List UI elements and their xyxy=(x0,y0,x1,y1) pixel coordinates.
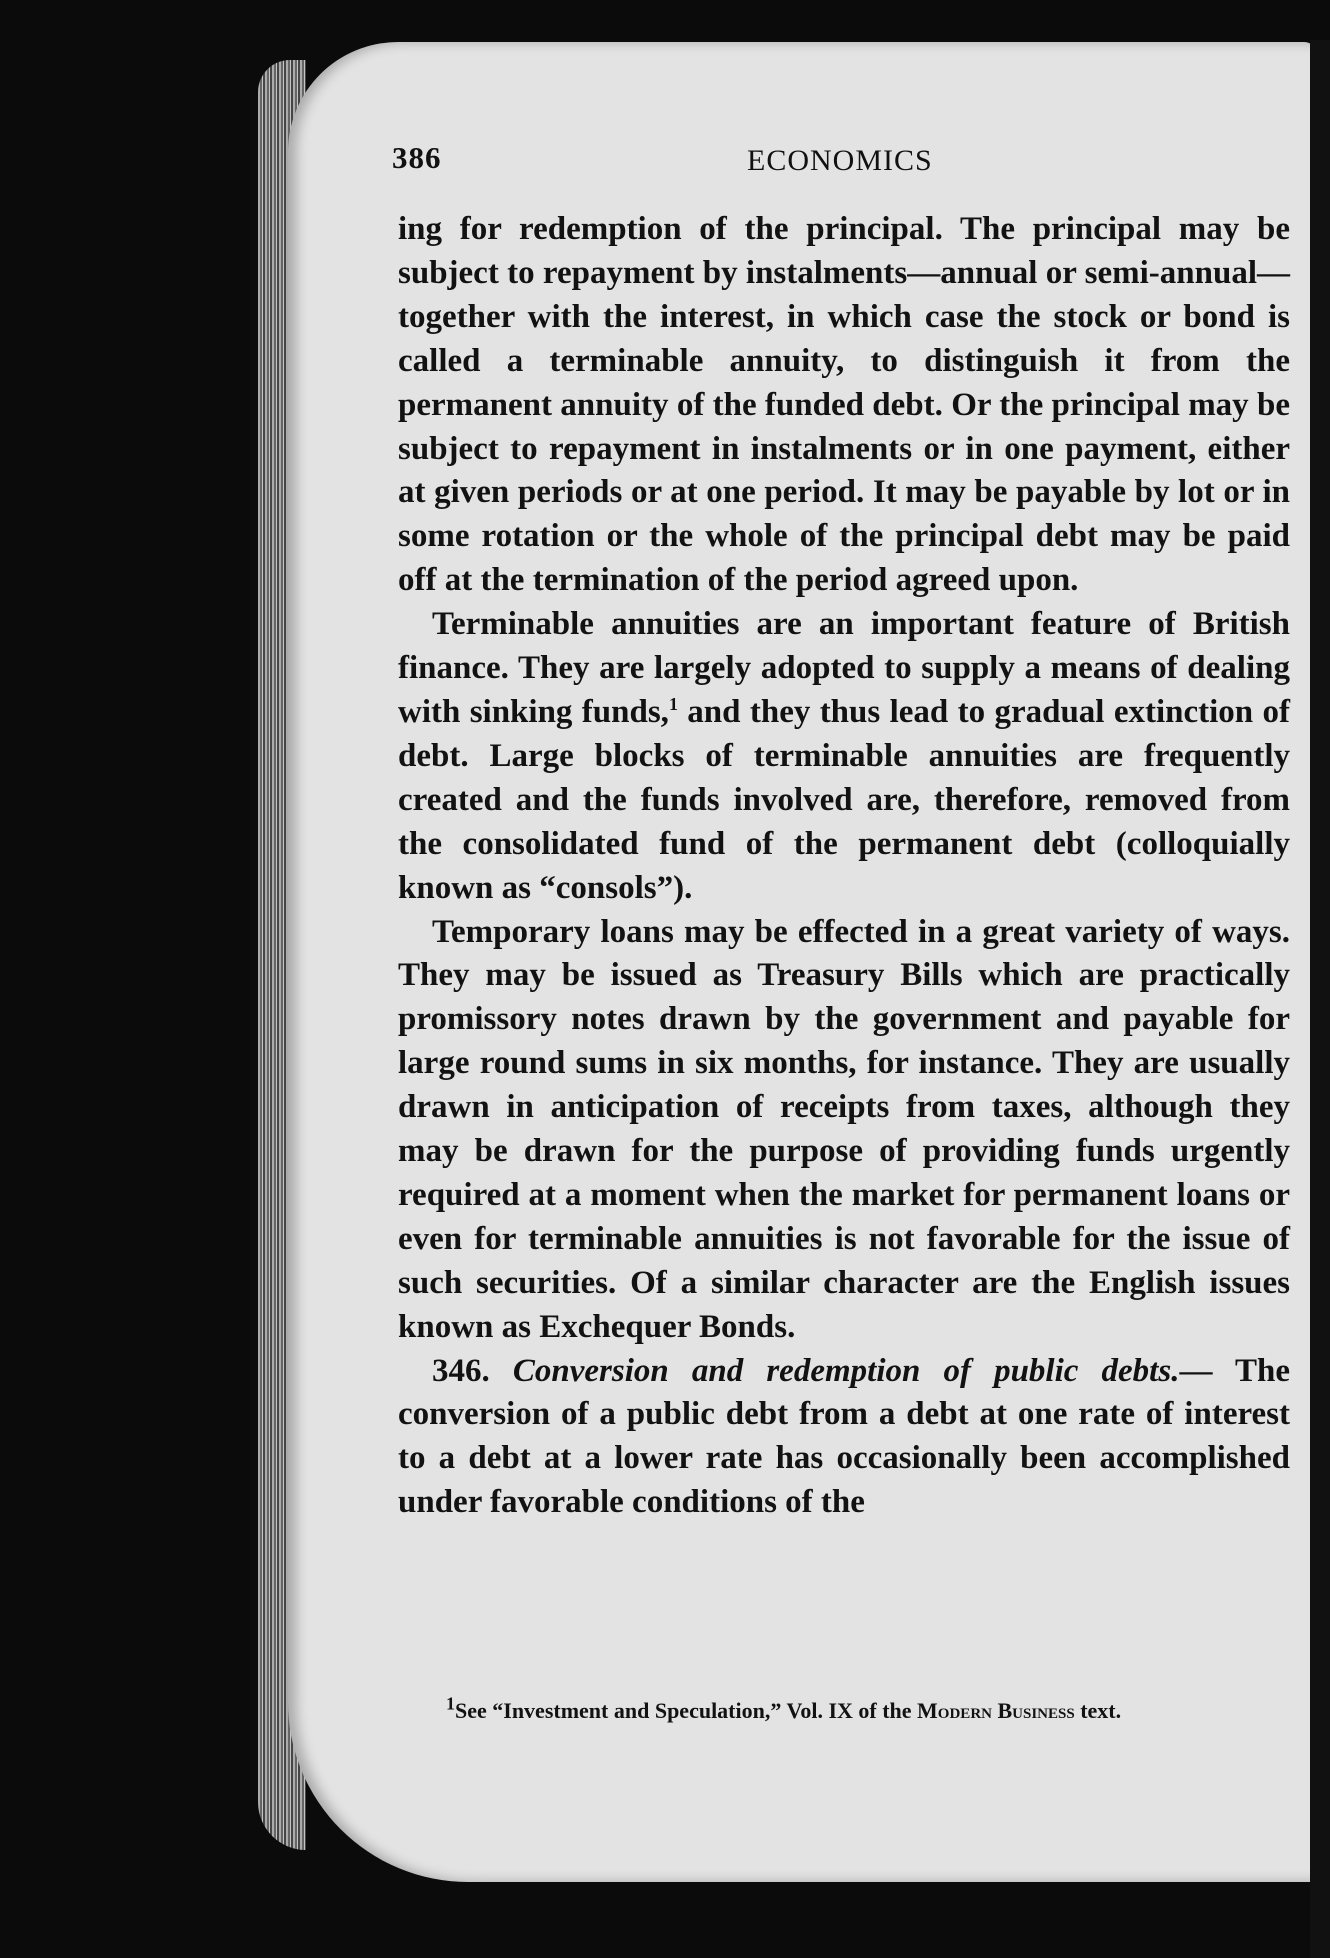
paragraph-1: ing for redemption of the principal. The principal may be subject to repayment by instalments—annual or semi-annual—together with the interest, in which case the stock or bond is called a terminable annuity, to distinguish it from the permanent annuity of the funded debt. Or the principal may be subject to repayment in instalments or in one payment, either at given periods or at one period. It may be payable by lot or in some rotation or the whole of the principal debt may be paid off at the termination of the period agreed upon. xyxy=(398,211,1290,599)
footnote-mark: 1 xyxy=(446,1693,455,1714)
book-spine-shadow xyxy=(1310,40,1330,1958)
page-header xyxy=(392,140,1292,190)
paragraph-3: Temporary loans may be effected in a great variety of ways. They may be issued as Treasury Bills which are practically promissory notes drawn by the government and payable for large round sums in six months, for instance. They are usually drawn in anticipation of receipts from taxes, although they may be drawn for the purpose of providing funds urgently required at a moment when the market for permanent loans or even for terminable annuities is not favorable for the issue of such securities. Of a similar character are the English issues known as Exchequer Bonds. xyxy=(398,913,1290,1345)
footnote-text: See “Investment and Speculation,” Vol. IX of the xyxy=(455,1698,918,1723)
paragraph-2 xyxy=(398,603,1290,910)
paragraph-2-text: Terminable annuities are an important feature of British finance. They are largely adopted to supply a means of dealing with sinking funds, xyxy=(398,606,1290,730)
running-head: ECONOMICS xyxy=(747,144,933,177)
footnote-reference: 1 xyxy=(668,693,678,714)
footnote-series-name: Modern Business xyxy=(917,1698,1075,1723)
section-title: Conversion and redemption of public debts. xyxy=(512,1352,1180,1389)
footnote-text-end: text. xyxy=(1074,1698,1122,1723)
section-text: The conversion of a public debt from a debt at one rate of interest to a debt at a lower rate has occasionally been accomplished under favorable conditions of the xyxy=(398,1352,1290,1521)
footnote xyxy=(446,1693,1306,1724)
page-number: 386 xyxy=(392,140,442,175)
body-text xyxy=(398,208,1290,1525)
paragraph-2-text-cont: and they thus lead to gradual extinction of debt. Large blocks of terminable annuities are frequently created and the funds involved are, therefore, removed from the consolidated fund of the permanent debt (colloquially known as “consols”). xyxy=(398,693,1290,906)
section-dash: — xyxy=(1179,1352,1213,1389)
section-number: 346. xyxy=(432,1352,490,1389)
section-paragraph xyxy=(398,1350,1290,1526)
